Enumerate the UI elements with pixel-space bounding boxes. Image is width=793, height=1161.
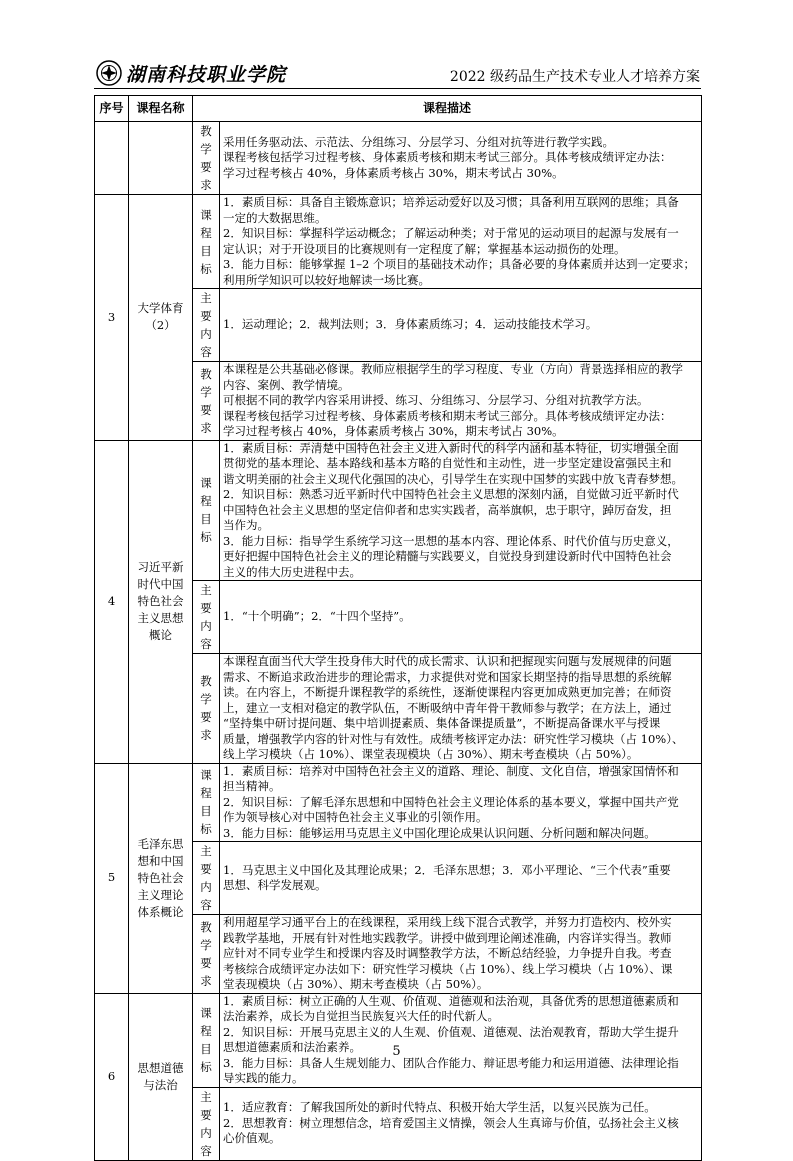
description-line: 上，建立一支相对稳定的教学队伍，不断吸纳中青年骨干教师参与教学；在方法上，通过 bbox=[223, 700, 672, 715]
description-line: 1．素质目标：具备自主锻炼意识；培养运动爱好以及习惯；具备利用互联网的思维；具备 bbox=[223, 195, 679, 209]
course-name bbox=[129, 195, 193, 441]
section-label-part: 内容 bbox=[200, 327, 212, 359]
description-line: 更好把握中国特色社会主义的理论精髓与实践要义，自觉投身到建设新时代中国特色社会 bbox=[223, 549, 672, 563]
section-description bbox=[220, 842, 702, 915]
section-label-part: 要求 bbox=[200, 402, 212, 435]
description-line: 应针对不同专业学生和授课内容及时调整教学方法，不断总结经验，力争提升自我。考查 bbox=[223, 946, 672, 960]
description-line: 1．素质目标：培养对中国特色社会主义的道路、理论、制度、文化自信，增强家国情怀和 bbox=[223, 763, 679, 778]
section-label-part: 内容 bbox=[200, 1125, 212, 1158]
section-description bbox=[220, 654, 702, 764]
description-line: 1．马克思主义中国化及其理论成果；2．毛泽东思想；3．邓小平理论、“三个代表”重要 bbox=[223, 862, 671, 877]
section-description bbox=[220, 362, 702, 441]
description-line: 本课程直面当代大学生投身伟大时代的成长需求、认识和把握现实问题与发展规律的问题 bbox=[223, 654, 672, 668]
section-description bbox=[220, 440, 702, 581]
course-name-part: 想和中国 bbox=[137, 853, 184, 868]
description-line: 3．能力目标：指导学生系统学习这一思想的基本内容、理论体系、时代价值与历史意义， bbox=[223, 533, 679, 548]
section-label-part: 要求 bbox=[200, 955, 212, 988]
section-label-part: 内容 bbox=[200, 880, 212, 912]
description-line: 学习过程考核占 40%，身体素质考核占 30%，期末考试占 30%。 bbox=[223, 424, 564, 438]
section-description bbox=[220, 195, 702, 289]
description-line: 心价值观。 bbox=[223, 1131, 281, 1146]
section-label bbox=[193, 440, 220, 581]
description-line: 一定的大数据思维。 bbox=[223, 210, 327, 225]
description-line: 内容、案例、教学情境。 bbox=[223, 377, 350, 392]
description-line: 3．能力目标：具备人生规划能力、团队合作能力、辩证思考能力和运用道德、法律理论指 bbox=[223, 1055, 679, 1070]
description-line: 1．素质目标：树立正确的人生观、价值观、道德观和法治观，具备优秀的思想道德素质和 bbox=[223, 993, 679, 1008]
section-label-part: 主要 bbox=[200, 583, 212, 615]
document-title: 2022 级药品生产技术专业人才培养方案 bbox=[449, 69, 700, 85]
course-name-part: 主义思想 bbox=[137, 611, 184, 625]
header-course-description: 课程描述 bbox=[193, 96, 702, 122]
table-row bbox=[95, 440, 702, 581]
description-line: 担当精神。 bbox=[223, 779, 281, 793]
course-number: 6 bbox=[95, 993, 129, 1160]
description-line: 谐文明美丽的社会主义现代化强国的决心，引导学生在实现中国梦的实践中放飞青春梦想。 bbox=[223, 471, 683, 486]
school-name: 湖南科技职业学院 bbox=[126, 64, 287, 86]
section-label-part: 课程 bbox=[200, 476, 212, 509]
section-description bbox=[220, 122, 702, 195]
school-logo-icon bbox=[96, 60, 122, 86]
course-name bbox=[129, 763, 193, 993]
course-name-part: 毛泽东思 bbox=[137, 836, 184, 851]
section-label-part: 课程 bbox=[200, 768, 212, 801]
course-name-part: 习近平新 bbox=[137, 560, 184, 574]
section-label-part: 教学 bbox=[200, 674, 212, 707]
section-label-part: 内容 bbox=[200, 619, 212, 651]
description-line: 学习过程考核占 40%，身体素质考核占 30%，期末考试占 30%。 bbox=[223, 165, 564, 180]
section-label-part: 目标 bbox=[200, 1042, 212, 1074]
course-number: 4 bbox=[95, 440, 129, 763]
description-line: 利用所学知识可以较好地解读一场比赛。 bbox=[223, 272, 430, 287]
section-label-part: 主要 bbox=[200, 844, 212, 876]
description-line: 2．思想教育：树立理想信念，培育爱国主义情操，领会人生真谛与价值，弘扬社会主义核 bbox=[223, 1115, 679, 1130]
description-line: 作为领导核心对中国特色社会主义事业的引领作用。 bbox=[223, 810, 488, 824]
table-row bbox=[95, 122, 702, 195]
description-line: 考核综合成绩评定办法如下：研究性学习模块（占 10%）、线上学习模块（占 10%）、课 bbox=[223, 961, 673, 976]
course-name bbox=[129, 440, 193, 763]
description-line: 堂表现模块（占 30%）、期末考查模块（占 50%）。 bbox=[223, 977, 489, 991]
course-name-part: 概论 bbox=[149, 628, 172, 642]
section-label bbox=[193, 763, 220, 842]
section-label-part: 目标 bbox=[200, 804, 212, 837]
course-name-part: 大学体育 bbox=[137, 301, 184, 316]
description-line: 读。在内容上，不断提升课程教学的系统性，逐渐使课程内容更加成熟更加完善；在师资 bbox=[223, 685, 672, 699]
course-name-part: 思想道德 bbox=[137, 1060, 184, 1075]
description-line: 法治素养，成长为自觉担当民族复兴大任的时代新人。 bbox=[223, 1009, 499, 1023]
section-description bbox=[220, 993, 702, 1087]
section-label bbox=[193, 581, 220, 654]
header-course-name: 课程名称 bbox=[129, 96, 193, 122]
course-name-part: 特色社会 bbox=[137, 594, 184, 608]
section-label-part: 主要 bbox=[200, 291, 212, 323]
description-line: 1．素质目标：弄清楚中国特色社会主义进入新时代的科学内涵和基本特征，切实增强全面 bbox=[223, 440, 679, 455]
header-number: 序号 bbox=[95, 96, 129, 122]
section-label-part: 目标 bbox=[200, 512, 212, 545]
section-label-part: 主要 bbox=[200, 1089, 212, 1122]
description-line: 采用任务驱动法、示范法、分组练习、分层学习、分组对抗等进行教学实践。 bbox=[223, 134, 614, 149]
section-label-part: 教学 bbox=[200, 124, 212, 156]
description-line: 思想、科学发展观。 bbox=[223, 878, 327, 892]
description-line: 线上学习模块（占 10%）、课堂表现模块（占 30%）、期末考查模块（占 50%）。 bbox=[223, 747, 639, 761]
description-line: 本课程是公共基础必修课。教师应根据学生的学习程度、专业（方向）背景选择相应的教学 bbox=[223, 362, 683, 376]
description-line: 贯彻党的基本理论、基本路线和基本方略的自觉性和主动性，进一步坚定建设富强民主和 bbox=[223, 456, 672, 470]
section-label-part: 要求 bbox=[200, 160, 212, 192]
description-line: “坚持集中研讨提问题、集中培训提素质、集体备课提质量”，不断提高备课水平与授课 bbox=[223, 716, 661, 730]
section-description bbox=[220, 581, 702, 654]
section-description bbox=[220, 1087, 702, 1160]
section-label bbox=[193, 289, 220, 362]
description-line: 利用超星学习通平台上的在线课程，采用线上线下混合式教学，并努力打造校内、校外实 bbox=[223, 915, 672, 929]
description-line: 1．“十个明确”；2．“十四个坚持”。 bbox=[223, 609, 411, 624]
description-line: 定认识；对于开设项目的比赛规则有一定程度了解；掌握基本运动损伤的处理。 bbox=[223, 241, 626, 256]
number-cell-empty bbox=[95, 122, 129, 195]
description-line: 课程考核包括学习过程考核、身体素质考核和期末考试三部分。具体考核成绩评定办法： bbox=[223, 408, 672, 423]
section-label-part: 目标 bbox=[200, 243, 212, 276]
course-name-part: 主义理论 bbox=[137, 887, 184, 902]
description-line: 3．能力目标：能够运用马克思主义中国化理论成果认识问题、分析问题和解决问题。 bbox=[223, 825, 656, 840]
section-label-part: 教学 bbox=[200, 366, 212, 399]
table-row bbox=[95, 195, 702, 289]
course-number: 3 bbox=[95, 195, 129, 441]
table-header-row bbox=[95, 96, 702, 122]
section-label bbox=[193, 195, 220, 289]
section-label bbox=[193, 993, 220, 1087]
section-label-part: 课程 bbox=[200, 207, 212, 240]
description-line: 可根据不同的教学内容采用讲授、练习、分组练习、分层学习、分组对抗教学方法。 bbox=[223, 393, 649, 407]
section-label bbox=[193, 915, 220, 994]
description-line: 3．能力目标：能够掌握 1–2 个项目的基础技术动作；具备必要的身体素质并达到一定要求； bbox=[223, 257, 696, 271]
course-name-part: 特色社会 bbox=[137, 870, 184, 885]
section-label bbox=[193, 1087, 220, 1160]
description-line: 1．适应教育：了解我国所处的新时代特点、积极开始大学生活，以复兴民族为己任。 bbox=[223, 1100, 656, 1115]
page-header bbox=[96, 58, 700, 88]
course-name bbox=[129, 993, 193, 1160]
description-line: 需求、不断追求政治进步的理论需求，力求提供对党和国家长期坚持的指导思想的系统解 bbox=[223, 669, 672, 684]
course-name-cell-empty bbox=[129, 122, 193, 195]
description-line: 2．知识目标：了解毛泽东思想和中国特色社会主义理论体系的基本要义，掌握中国共产党 bbox=[223, 794, 679, 809]
description-line: 质量，增强教学内容的针对性与有效性。成绩考核评定办法：研究性学习模块（占 10%）、 bbox=[223, 731, 684, 746]
description-line: 课程考核包括学习过程考核、身体素质考核和期末考试三部分。具体考核成绩评定办法： bbox=[223, 150, 672, 165]
page-number: 5 bbox=[392, 1044, 401, 1059]
description-line: 思想道德素质和法治素养。 bbox=[223, 1040, 361, 1054]
course-name-part: 时代中国 bbox=[137, 577, 184, 591]
description-line: 践教学基地，开展有针对性地实践教学。讲授中做到理论阐述准确，内容详实得当。教师 bbox=[223, 930, 672, 945]
section-label bbox=[193, 362, 220, 441]
description-line: 2．知识目标：掌握科学运动概念；了解运动种类；对于常见的运动项目的起源与发展有一 bbox=[223, 226, 679, 240]
description-line: 中国特色社会主义思想的坚定信仰者和忠实实践者，高举旗帜，忠于职守，踔厉奋发，担 bbox=[223, 502, 672, 517]
header-divider bbox=[94, 88, 701, 89]
course-name-part: （2） bbox=[145, 318, 176, 333]
description-line: 2．知识目标：熟悉习近平新时代中国特色社会主义思想的深刻内涵，自觉做习近平新时代 bbox=[223, 487, 679, 501]
description-line: 主义的伟大历史进程中去。 bbox=[223, 564, 361, 579]
section-label-part: 教学 bbox=[200, 919, 212, 952]
section-description bbox=[220, 763, 702, 842]
section-label bbox=[193, 122, 220, 195]
description-line: 2．知识目标：开展马克思主义的人生观、价值观、道德观、法治观教育，帮助大学生提升 bbox=[223, 1024, 679, 1039]
curriculum-table bbox=[94, 95, 702, 1161]
table-row bbox=[95, 763, 702, 842]
course-number: 5 bbox=[95, 763, 129, 993]
section-description bbox=[220, 289, 702, 362]
section-label-part: 课程 bbox=[200, 1006, 212, 1038]
section-label-part: 要求 bbox=[200, 710, 212, 743]
description-line: 当作为。 bbox=[223, 518, 269, 532]
table-row bbox=[95, 993, 702, 1087]
section-description bbox=[220, 915, 702, 994]
course-name-part: 体系概论 bbox=[137, 904, 184, 919]
section-label bbox=[193, 842, 220, 915]
course-name-part: 与法治 bbox=[143, 1077, 178, 1092]
section-label bbox=[193, 654, 220, 764]
description-line: 导实践的能力。 bbox=[223, 1071, 304, 1085]
description-line: 1．运动理论；2．裁判法则；3．身体素质练习；4．运动技能技术学习。 bbox=[223, 317, 598, 332]
